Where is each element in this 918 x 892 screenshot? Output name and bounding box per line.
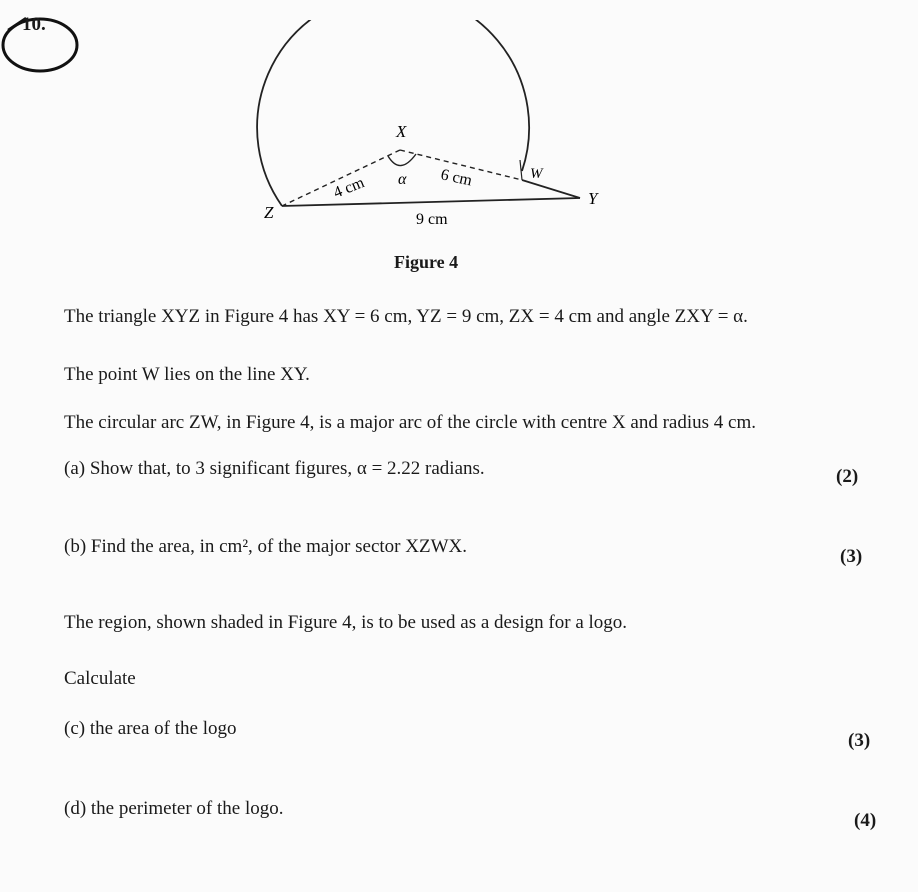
intro-line-2: The point W lies on the line XY. xyxy=(64,364,310,385)
label-z: Z xyxy=(264,203,274,222)
marks-a: (2) xyxy=(836,466,859,487)
marks-b: (3) xyxy=(840,546,863,567)
label-w: W xyxy=(530,166,543,182)
label-xy: 6 cm xyxy=(439,166,474,190)
figure-caption: Figure 4 xyxy=(394,252,459,272)
region-text: The region, shown shaded in Figure 4, is to be used as a design for a logo. xyxy=(64,612,628,633)
marks-d: (4) xyxy=(854,810,877,831)
part-b: (b) Find the area, in cm², of the major sector XZWX. xyxy=(64,536,467,557)
part-d: (d) the perimeter of the logo. xyxy=(64,798,284,819)
part-a: (a) Show that, to 3 significant figures, α = 2.22 radians. xyxy=(64,458,485,479)
major-arc-zw xyxy=(257,20,529,206)
angle-alpha-arc xyxy=(388,154,416,166)
label-alpha: α xyxy=(398,171,407,188)
line-zy xyxy=(282,198,580,206)
label-zy: 9 cm xyxy=(416,211,448,228)
intro-line-1: The triangle XYZ in Figure 4 has XY = 6 cm, YZ = 9 cm, ZX = 4 cm and angle ZXY = α. xyxy=(64,306,748,327)
question-number: 10. xyxy=(22,14,46,35)
line-wy xyxy=(522,180,580,198)
part-c: (c) the area of the logo xyxy=(64,718,237,739)
label-x: X xyxy=(396,122,407,141)
intro-line-3: The circular arc ZW, in Figure 4, is a major arc of the circle with centre X and radius 4 cm. xyxy=(64,412,756,433)
marks-c: (3) xyxy=(848,730,871,751)
label-zx: 4 cm xyxy=(331,174,367,202)
label-y: Y xyxy=(588,189,598,208)
calculate-text: Calculate xyxy=(64,668,136,689)
figure-4 xyxy=(250,20,620,240)
